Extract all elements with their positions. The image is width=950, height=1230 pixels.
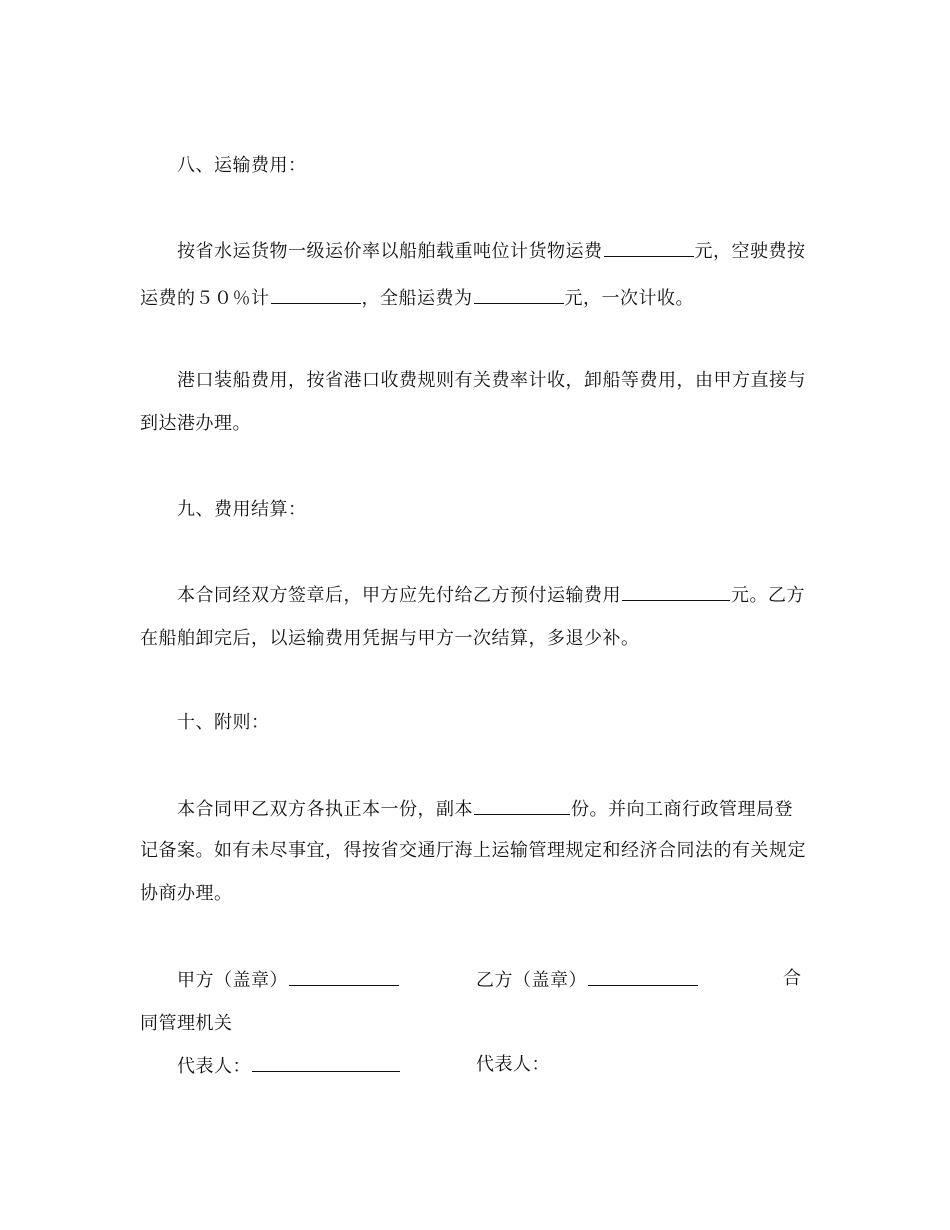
text-segment: 按省水运货物一级运价率以船舶载重吨位计货物运费 (177, 241, 603, 262)
text-segment: 份。并向工商行政管理局登 (571, 799, 793, 820)
section-10-paragraph-1-line-1 (177, 796, 793, 822)
section-8-paragraph-1-line-2 (140, 285, 694, 311)
party-a-seal-blank[interactable] (289, 967, 399, 986)
empty-run-fee-blank[interactable] (271, 285, 361, 304)
copies-count-blank[interactable] (474, 796, 570, 815)
section-8-heading: 八、运输费用： (177, 155, 307, 176)
party-a-representative-label: 代表人： (177, 1056, 251, 1077)
text-segment: 元，空驶费按 (694, 241, 806, 262)
section-9-paragraph-1-line-1 (177, 582, 805, 608)
text-segment: 本合同经双方签章后，甲方应先付给乙方预付运输费用 (177, 585, 621, 606)
section-10-heading: 十、附则： (177, 712, 270, 733)
party-b-representative-label: 代表人： (476, 1054, 550, 1075)
freight-amount-blank[interactable] (604, 238, 694, 257)
section-10-paragraph-1-line-3: 协商办理。 (140, 883, 233, 904)
total-freight-blank[interactable] (474, 285, 564, 304)
party-a-seal-field (177, 967, 400, 993)
party-a-representative-blank[interactable] (252, 1053, 400, 1072)
party-b-seal-label: 乙方（盖章） (476, 970, 587, 991)
section-9-heading: 九、费用结算： (177, 499, 307, 520)
text-segment: 元，一次计收。 (564, 288, 694, 309)
party-a-representative-field (177, 1053, 401, 1079)
party-b-seal-field (476, 967, 699, 993)
contract-authority-label-part-2: 同管理机关 (140, 1013, 233, 1034)
section-8-paragraph-2-line-2: 到达港办理。 (140, 413, 251, 434)
party-a-seal-label: 甲方（盖章） (177, 970, 288, 991)
text-segment: 元。乙方 (731, 585, 805, 606)
text-segment: ，全船运费为 (361, 288, 473, 309)
section-10-paragraph-1-line-2: 记备案。如有未尽事宜，得按省交通厅海上运输管理规定和经济合同法的有关规定 (140, 840, 806, 861)
section-8-paragraph-1-line-1 (177, 238, 806, 264)
party-b-seal-blank[interactable] (588, 967, 698, 986)
contract-authority-label-part-1: 合 (783, 968, 802, 989)
section-9-paragraph-1-line-2: 在船舶卸完后，以运输费用凭据与甲方一次结算，多退少补。 (140, 628, 640, 649)
prepaid-fee-blank[interactable] (622, 582, 730, 601)
text-segment: 本合同甲乙双方各执正本一份，副本 (177, 799, 473, 820)
text-segment: 运费的５０％计 (140, 288, 270, 309)
section-8-paragraph-2-line-1: 港口装船费用，按省港口收费规则有关费率计收，卸船等费用，由甲方直接与 (177, 370, 806, 391)
